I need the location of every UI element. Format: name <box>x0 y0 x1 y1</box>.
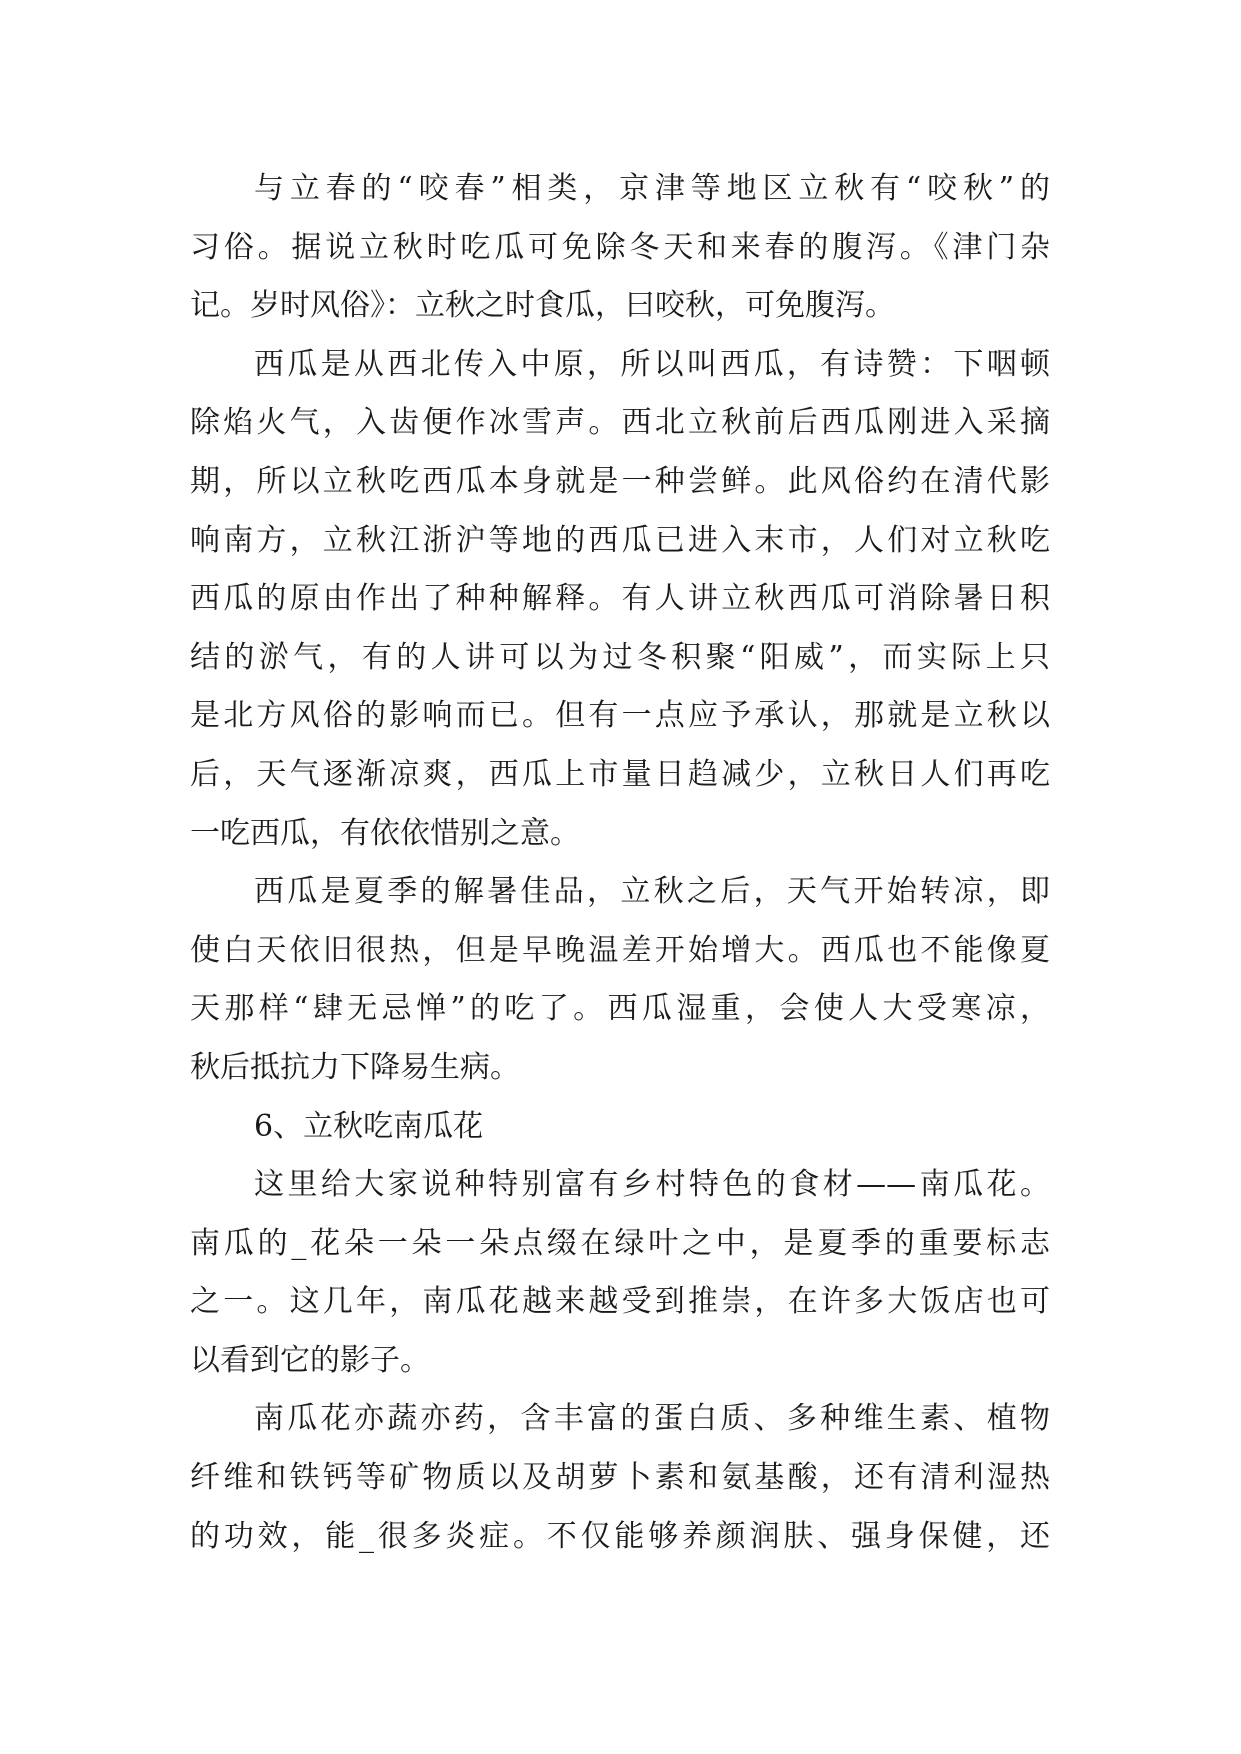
text-line: 是北方风俗的影响而已。但有一点应予承认，那就是立秋以 <box>190 698 1050 734</box>
text-line: 6、立秋吃南瓜花 <box>254 1108 484 1144</box>
text-line: 习俗。据说立秋时吃瓜可免除冬天和来春的腹泻。《津门杂 <box>190 229 1050 265</box>
text-line: 响南方，立秋江浙沪等地的西瓜已进入末市，人们对立秋吃 <box>190 522 1050 558</box>
text-line: 西瓜是夏季的解暑佳品，立秋之后，天气开始转凉，即 <box>254 874 1050 910</box>
text-line: 与立春的“咬春”相类，京津等地区立秋有“咬秋”的 <box>254 171 1050 206</box>
text-line: 结的淤气，有的人讲可以为过冬积聚“阳威”，而实际上只 <box>190 639 1050 675</box>
text-line: 记。岁时风俗》：立秋之时食瓜，曰咬秋，可免腹泻。 <box>190 288 895 324</box>
text-line: 之一。这几年，南瓜花越来越受到推崇，在许多大饭店也可 <box>190 1284 1050 1320</box>
text-line: 西瓜是从西北传入中原，所以叫西瓜，有诗赞：下咽顿 <box>254 346 1050 382</box>
text-line: 除焰火气，入齿便作冰雪声。西北立秋前后西瓜刚进入采摘 <box>190 405 1050 441</box>
text-line: 的功效，能_很多炎症。不仅能够养颜润肤、强身保健，还 <box>190 1518 1050 1554</box>
text-line: 后，天气逐渐凉爽，西瓜上市量日趋减少，立秋日人们再吃 <box>190 756 1050 792</box>
text-line: 这里给大家说种特别富有乡村特色的食材——南瓜花。 <box>254 1167 1050 1203</box>
text-line: 使白天依旧很热，但是早晚温差开始增大。西瓜也不能像夏 <box>190 932 1050 968</box>
text-line: 以看到它的影子。 <box>190 1342 430 1378</box>
text-line: 期，所以立秋吃西瓜本身就是一种尝鲜。此风俗约在清代影 <box>190 463 1050 499</box>
text-line: 南瓜花亦蔬亦药，含丰富的蛋白质、多种维生素、植物 <box>254 1401 1050 1437</box>
text-line: 秋后抵抗力下降易生病。 <box>190 1049 520 1085</box>
text-line: 南瓜的_花朵一朵一朵点缀在绿叶之中，是夏季的重要标志 <box>190 1225 1050 1261</box>
text-line: 天那样“肆无忌惮”的吃了。西瓜湿重，会使人大受寒凉， <box>190 991 1050 1027</box>
text-line: 纤维和铁钙等矿物质以及胡萝卜素和氨基酸，还有清利湿热 <box>190 1460 1050 1496</box>
body-text <box>190 160 1050 1566</box>
text-line: 西瓜的原由作出了种种解释。有人讲立秋西瓜可消除暑日积 <box>190 581 1050 617</box>
text-line: 一吃西瓜，有依依惜别之意。 <box>190 815 580 851</box>
